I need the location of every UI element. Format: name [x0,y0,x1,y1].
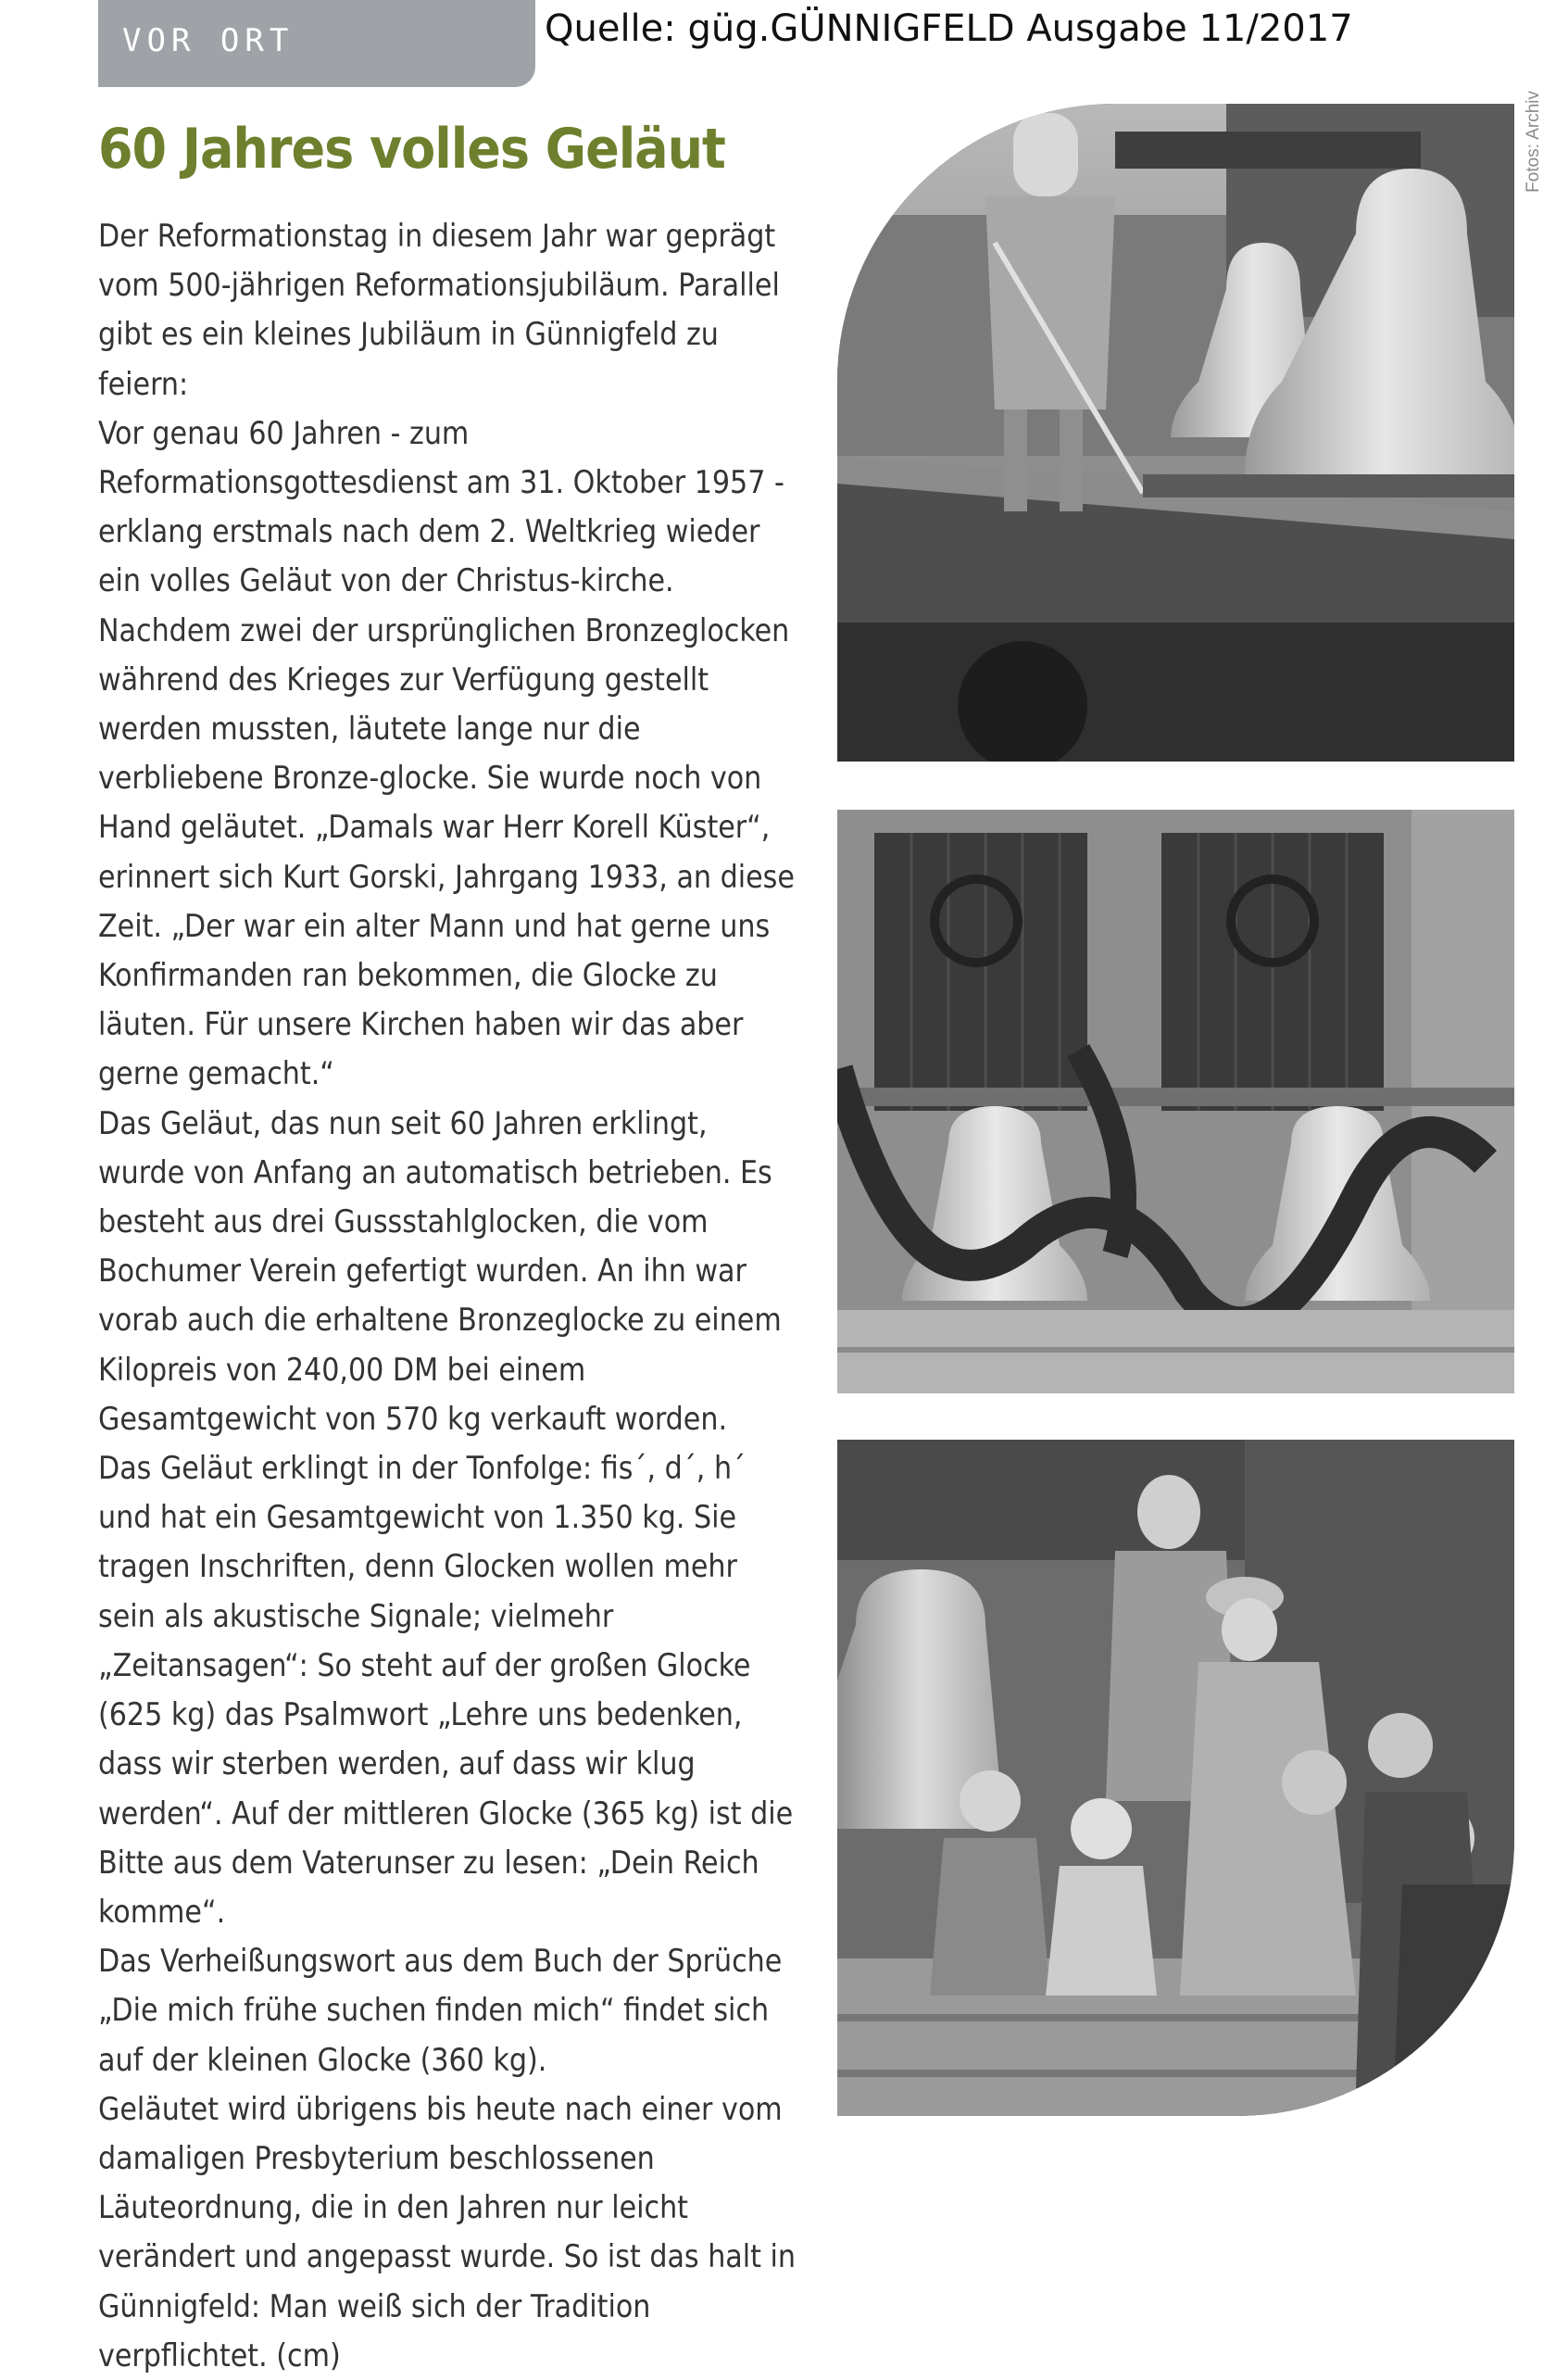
photo-women-children [837,1440,1514,2116]
photo-bells-with-garlands [837,810,1514,1393]
section-label: VOR ORT [122,22,295,59]
paragraph-bells: Das Geläut, das nun seit 60 Jahren erklingt, wurde von Anfang an automatisch betrieben. Es besteht aus drei Gussstahlglocken, die vom Bochumer Verein gefertigt wurden. An ihn war vorab auch die erhaltene Bronzeglocke zu einem Kilopreis von 240,00 DM bei einem Gesamtgewicht von 570 kg verkauft worden. [98,1104,782,1437]
photo-bells-on-truck [837,104,1514,762]
paragraph-tradition: Geläutet wird übrigens bis heute nach einer vom damaligen Presbyterium beschlossenen Läuteordnung, die in den Jahren nur leicht verändert und angepasst wurde. So ist das halt in Günnigfeld: Man weiß sich der Tradition verpflichtet. (cm) [98,2090,797,2374]
paragraph-inscriptions: Das Geläut erklingt in der Tonfolge: fis´, d´, h´ und hat ein Gesamtgewicht von 1.350 kg. Sie tragen Inschriften, denn Glocken wollen mehr sein als akustische Signale; vielmehr „Zeitansagen“: So steht auf der großen Glocke (625 kg) das Psalmwort „Lehre uns bedenken, dass wir sterben werden, auf dass wir klug werden“. Auf der mittleren Glocke (365 kg) ist die Bitte aus dem Vaterunser zu lesen: „Dein Reich komme“. [98,1450,794,1930]
section-tab [98,0,535,87]
paragraph-anniversary: Vor genau 60 Jahren - zum Reformationsgottesdienst am 31. Oktober 1957 - erklang erstmals nach dem 2. Weltkrieg wieder ein volles Geläut von der Christus-kirche. [98,414,784,599]
source-citation: Quelle: güg.GÜNNIGFELD Ausgabe 11/2017 [545,7,1353,50]
paragraph-history: Nachdem zwei der ursprünglichen Bronzeglocken während des Krieges zur Verfügung gestellt werden mussten, läutete lange nur die verbliebene Bronze-glocke. Sie wurde noch von Hand geläutet. „Damals war Herr Korell Küster“, erinnert sich Kurt Gorski, Jahrgang 1933, an diese Zeit. „Der war ein alter Mann und hat gerne uns Konfirmanden ran bekommen, die Glocke zu läuten. Für unsere Kirchen haben wir das aber gerne gemacht.“ [98,611,795,1092]
photo-credit: Fotos: Archiv [1524,91,1543,193]
paragraph-small-bell: Das Verheißungswort aus dem Buch der Sprüche „Die mich frühe suchen finden mich“ findet sich auf der kleinen Glocke (360 kg). [98,1943,783,2078]
paragraph-intro: Der Reformationstag in diesem Jahr war geprägt vom 500-jährigen Reformationsjubiläum. Parallel gibt es ein kleines Jubiläum in Günnigfeld zu feiern: [98,218,780,402]
article-title: 60 Jahres volles Geläut [98,117,725,182]
article-body [98,211,802,2380]
